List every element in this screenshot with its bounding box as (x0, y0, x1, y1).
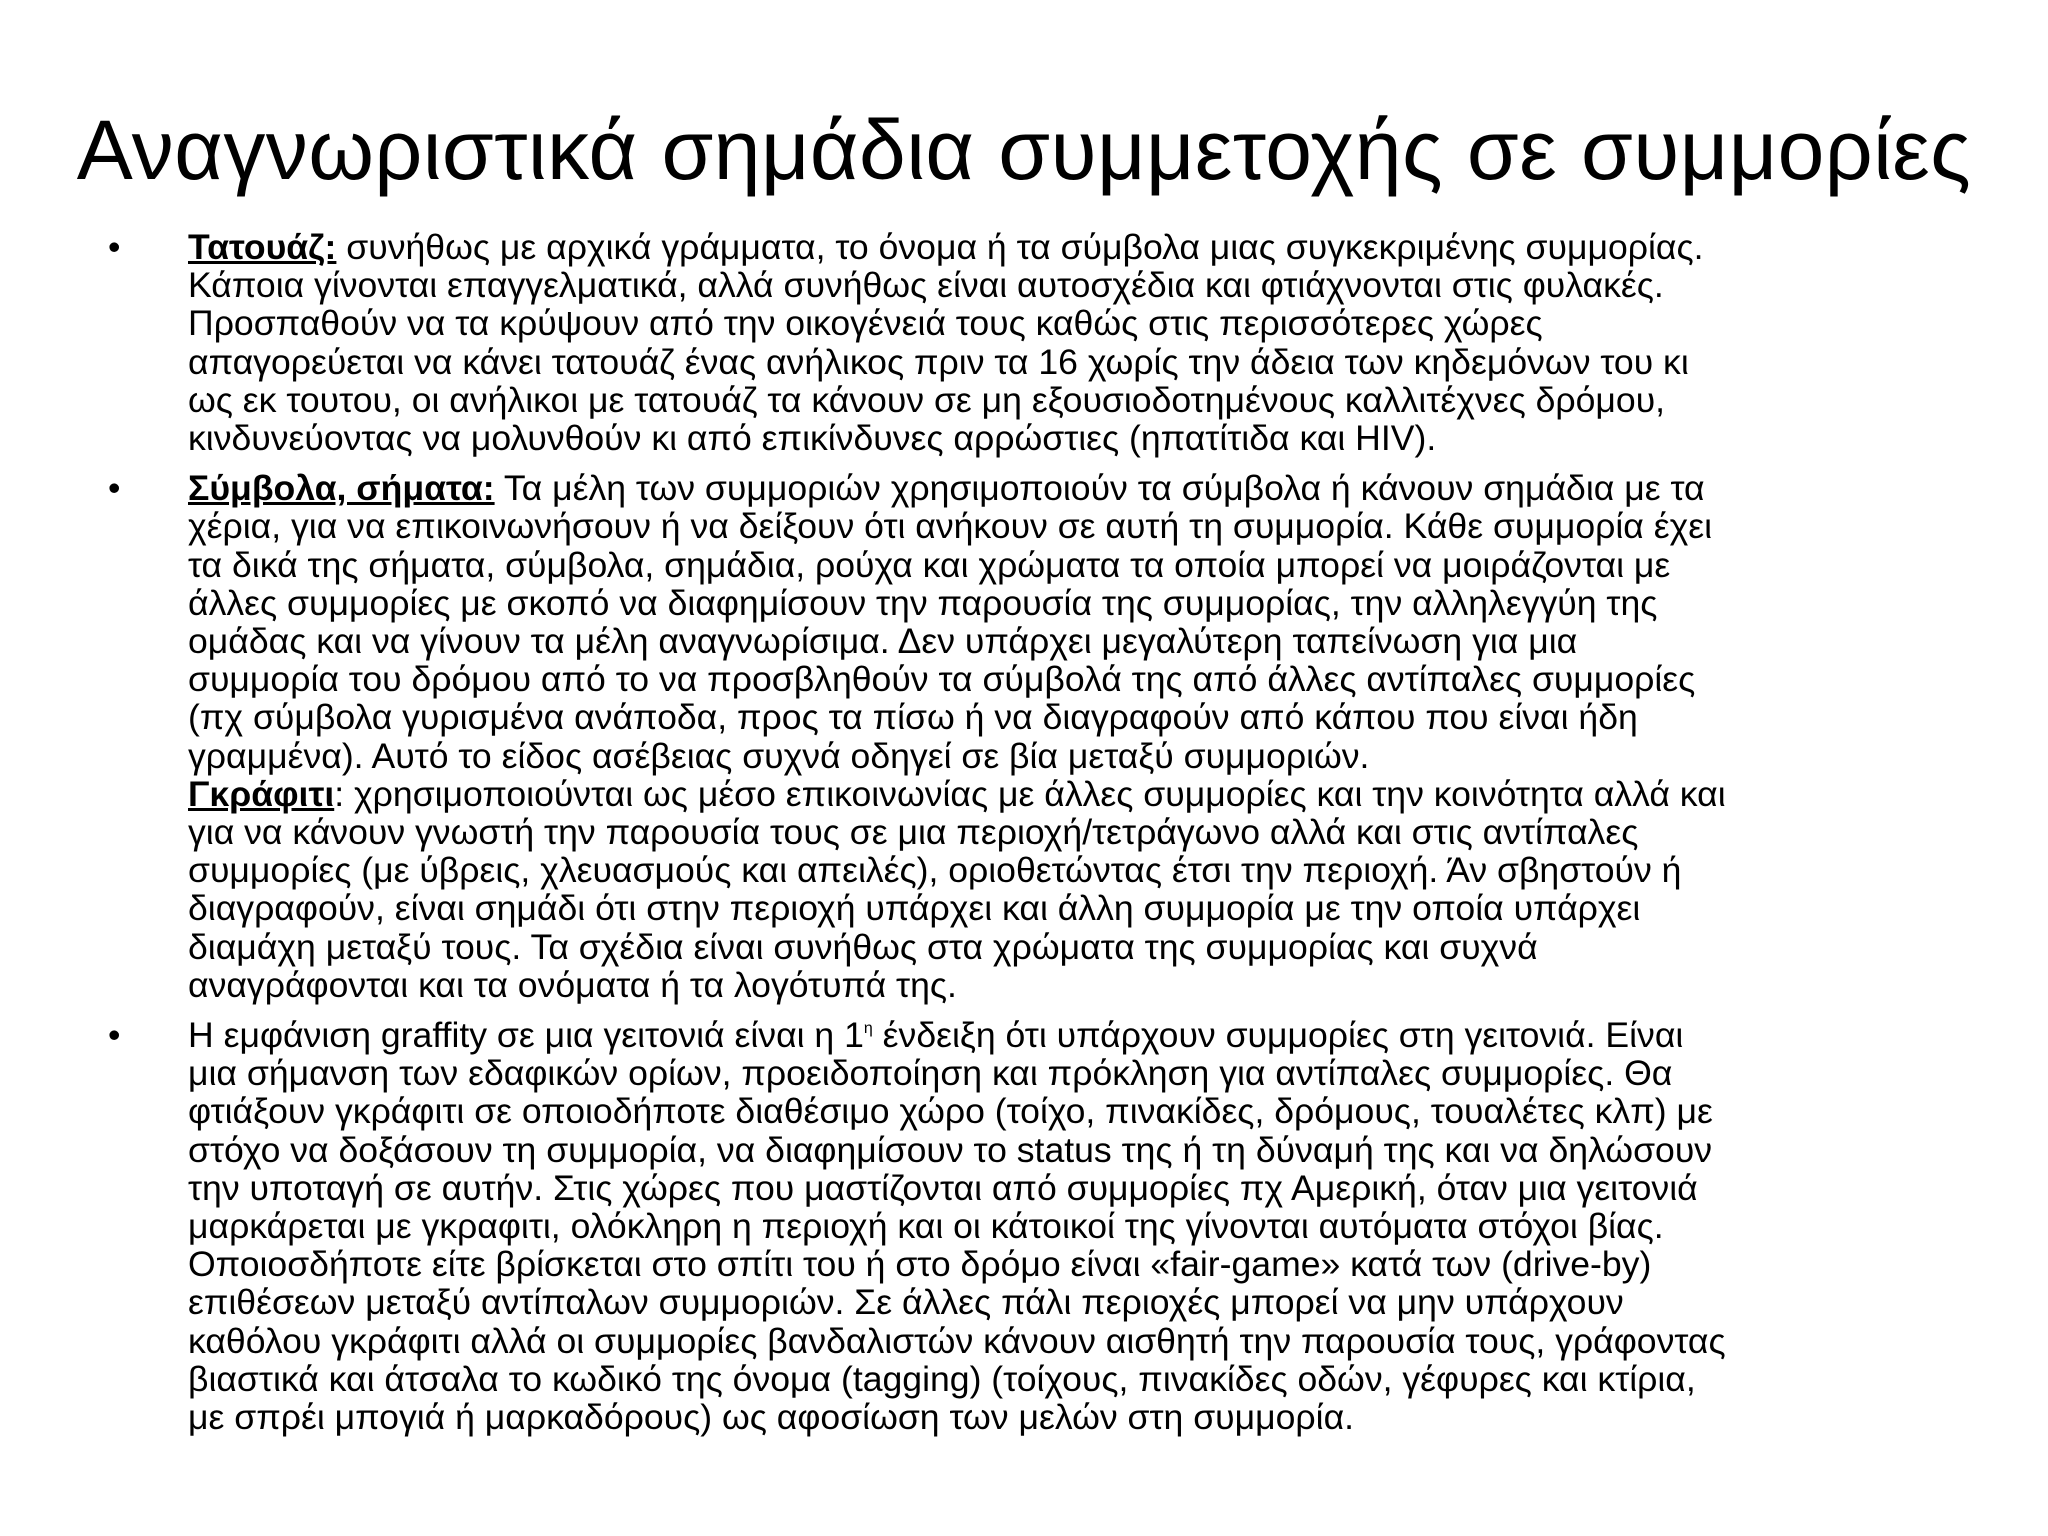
text-line: καθόλου γκράφιτι αλλά οι συμμορίες βανδαλιστών κάνουν αισθητή την παρουσία τους, γράφοντας (188, 1320, 1726, 1361)
text-line: επιθέσεων μεταξύ αντίπαλων συμμοριών. Σε άλλες πάλι περιοχές μπορεί να μην υπάρχουν (188, 1282, 1624, 1323)
slide-title: Αναγνωριστικά σημάδια συμμετοχής σε συμμορίες (76, 103, 1972, 197)
text-line: (πχ σύμβολα γυρισμένα ανάποδα, προς τα πίσω ή να διαγραφούν από κάπου που είναι ήδη (188, 697, 1638, 738)
text-line: Κάποια γίνονται επαγγελματικά, αλλά συνήθως είναι αυτοσχέδια και φτιάχνονται στις φυλακές. (188, 265, 1664, 306)
graffiti-label: Γκράφιτι (188, 773, 335, 814)
text-line: χέρια, για να επικοινωνήσουν ή να δείξουν ότι ανήκουν σε αυτή τη συμμορία. Κάθε συμμορία έχει (188, 506, 1713, 547)
text-line: φτιάξουν γκράφιτι σε οποιοδήποτε διαθέσιμο χώρο (τοίχο, πινακίδες, δρόμους, τουαλέτες κλπ) με (188, 1091, 1713, 1132)
text-line: ως εκ τουτου, οι ανήλικοι με τατουάζ τα κάνουν σε μη εξουσιοδοτημένους καλλιτέχνες δρόμου, (188, 379, 1666, 420)
slide-content (108, 228, 1988, 1448)
text-line: Γκράφιτι: χρησιμοποιούνται ως μέσο επικοινωνίας με άλλες συμμορίες και την κοινότητα αλλά και (188, 773, 1726, 814)
text-line: απαγορεύεται να κάνει τατουάζ ένας ανήλικος πριν τα 16 χωρίς την άδεια των κηδεμόνων του κι (188, 341, 1689, 382)
bullet-dot-icon (108, 469, 148, 507)
text-line: άλλες συμμορίες με σκοπό να διαφημίσουν την παρουσία της συμμορίας, την αλληλεγγύη της (188, 582, 1658, 623)
text-line: στόχο να δοξάσουν τη συμμορία, να διαφημίσουν το status της ή τη δύναμή της και να δηλώσουν (188, 1129, 1713, 1170)
text-line: διαγραφούν, είναι σημάδι ότι στην περιοχή υπάρχει και άλλη συμμορία με την οποία υπάρχει (188, 888, 1641, 929)
text-line: με σπρέι μπογιά ή μαρκαδόρους) ως αφοσίωση των μελών στη συμμορία. (188, 1397, 1355, 1438)
text-line: Προσπαθούν να τα κρύψουν από την οικογένειά τους καθώς στις περισσότερες χώρες (188, 303, 1543, 344)
text-line: διαμάχη μεταξύ τους. Τα σχέδια είναι συνήθως στα χρώματα της συμμορίας και συχνά (188, 926, 1538, 967)
text-line: Τατουάζ: συνήθως με αρχικά γράμματα, το όνομα ή τα σύμβολα μιας συγκεκριμένης συμμορίας. (188, 227, 1704, 267)
bullet-tattoos (108, 228, 1988, 457)
text-line: για να κάνουν γνωστή την παρουσία τους σε μια περιοχή/τετράγωνο αλλά και στις αντίπαλες (188, 812, 1639, 853)
text-line: αναγράφονται και τα ονόματα ή τα λογότυπά της. (188, 964, 957, 1005)
text-line: Η εμφάνιση graffity σε μια γειτονιά είναι η $1^\eta$ ένδειξη ότι υπάρχουν συμμορίες στη γειτονιά. Είναι (188, 1015, 1684, 1056)
text-line: γραμμένα). Αυτό το είδος ασέβειας συχνά οδηγεί σε βία μεταξύ συμμοριών. (188, 735, 1370, 776)
symbols-label: Σύμβολα, σήματα: (188, 468, 495, 509)
text-line: τα δικά της σήματα, σύμβολα, σημάδια, ρούχα και χρώματα τα οποία μπορεί να μοιράζονται με (188, 544, 1671, 585)
text-line: κινδυνεύοντας να μολυνθούν κι από επικίνδυνες αρρώστιες (ηπατίτιδα και HIV). (188, 418, 1437, 459)
text-line: την υποταγή σε αυτήν. Στις χώρες που μαστίζονται από συμμορίες πχ Αμερική, όταν μια γειτονιά (188, 1167, 1698, 1208)
text-line: βιαστικά και άτσαλα το κωδικό της όνομα (tagging) (τοίχους, πινακίδες οδών, γέφυρες και κτίρια, (188, 1358, 1696, 1399)
bullet-dot-icon (108, 228, 148, 266)
ordinal-superscript: η (863, 1020, 873, 1038)
text-line: Οποιοσδήποτε είτε βρίσκεται στο σπίτι του ή στο δρόμο είναι «fair-game» κατά των (drive-by) (188, 1244, 1652, 1285)
bullet-symbols (108, 469, 1988, 1004)
text-line: Σύμβολα, σήματα: Τα μέλη των συμμοριών χρησιμοποιούν τα σύμβολα ή κάνουν σημάδια με τα (188, 468, 1705, 509)
tattoos-label: Τατουάζ: (188, 227, 337, 267)
text-line: μαρκάρεται με γκραφιτι, ολόκληρη η περιοχή και οι κάτοικοί της γίνονται αυτόματα στόχοι βίας. (188, 1206, 1664, 1247)
bullet-graffiti-appearance (108, 1016, 1988, 1436)
bullet-dot-icon (108, 1016, 148, 1054)
text-line: μια σήμανση των εδαφικών ορίων, προειδοποίηση και πρόκληση για αντίπαλες συμμορίες. Θα (188, 1053, 1673, 1094)
text-line: ομάδας και να γίνουν τα μέλη αναγνωρίσιμα. Δεν υπάρχει μεγαλύτερη ταπείνωση για μια (188, 621, 1578, 662)
text-line: συμμορία του δρόμου από το να προσβληθούν τα σύμβολά της από άλλες αντίπαλες συμμορίες (188, 659, 1696, 700)
text-line: συμμορίες (με ύβρεις, χλευασμούς και απειλές), οριοθετώντας έτσι την περιοχή. Άν σβηστούν ή (188, 850, 1682, 891)
